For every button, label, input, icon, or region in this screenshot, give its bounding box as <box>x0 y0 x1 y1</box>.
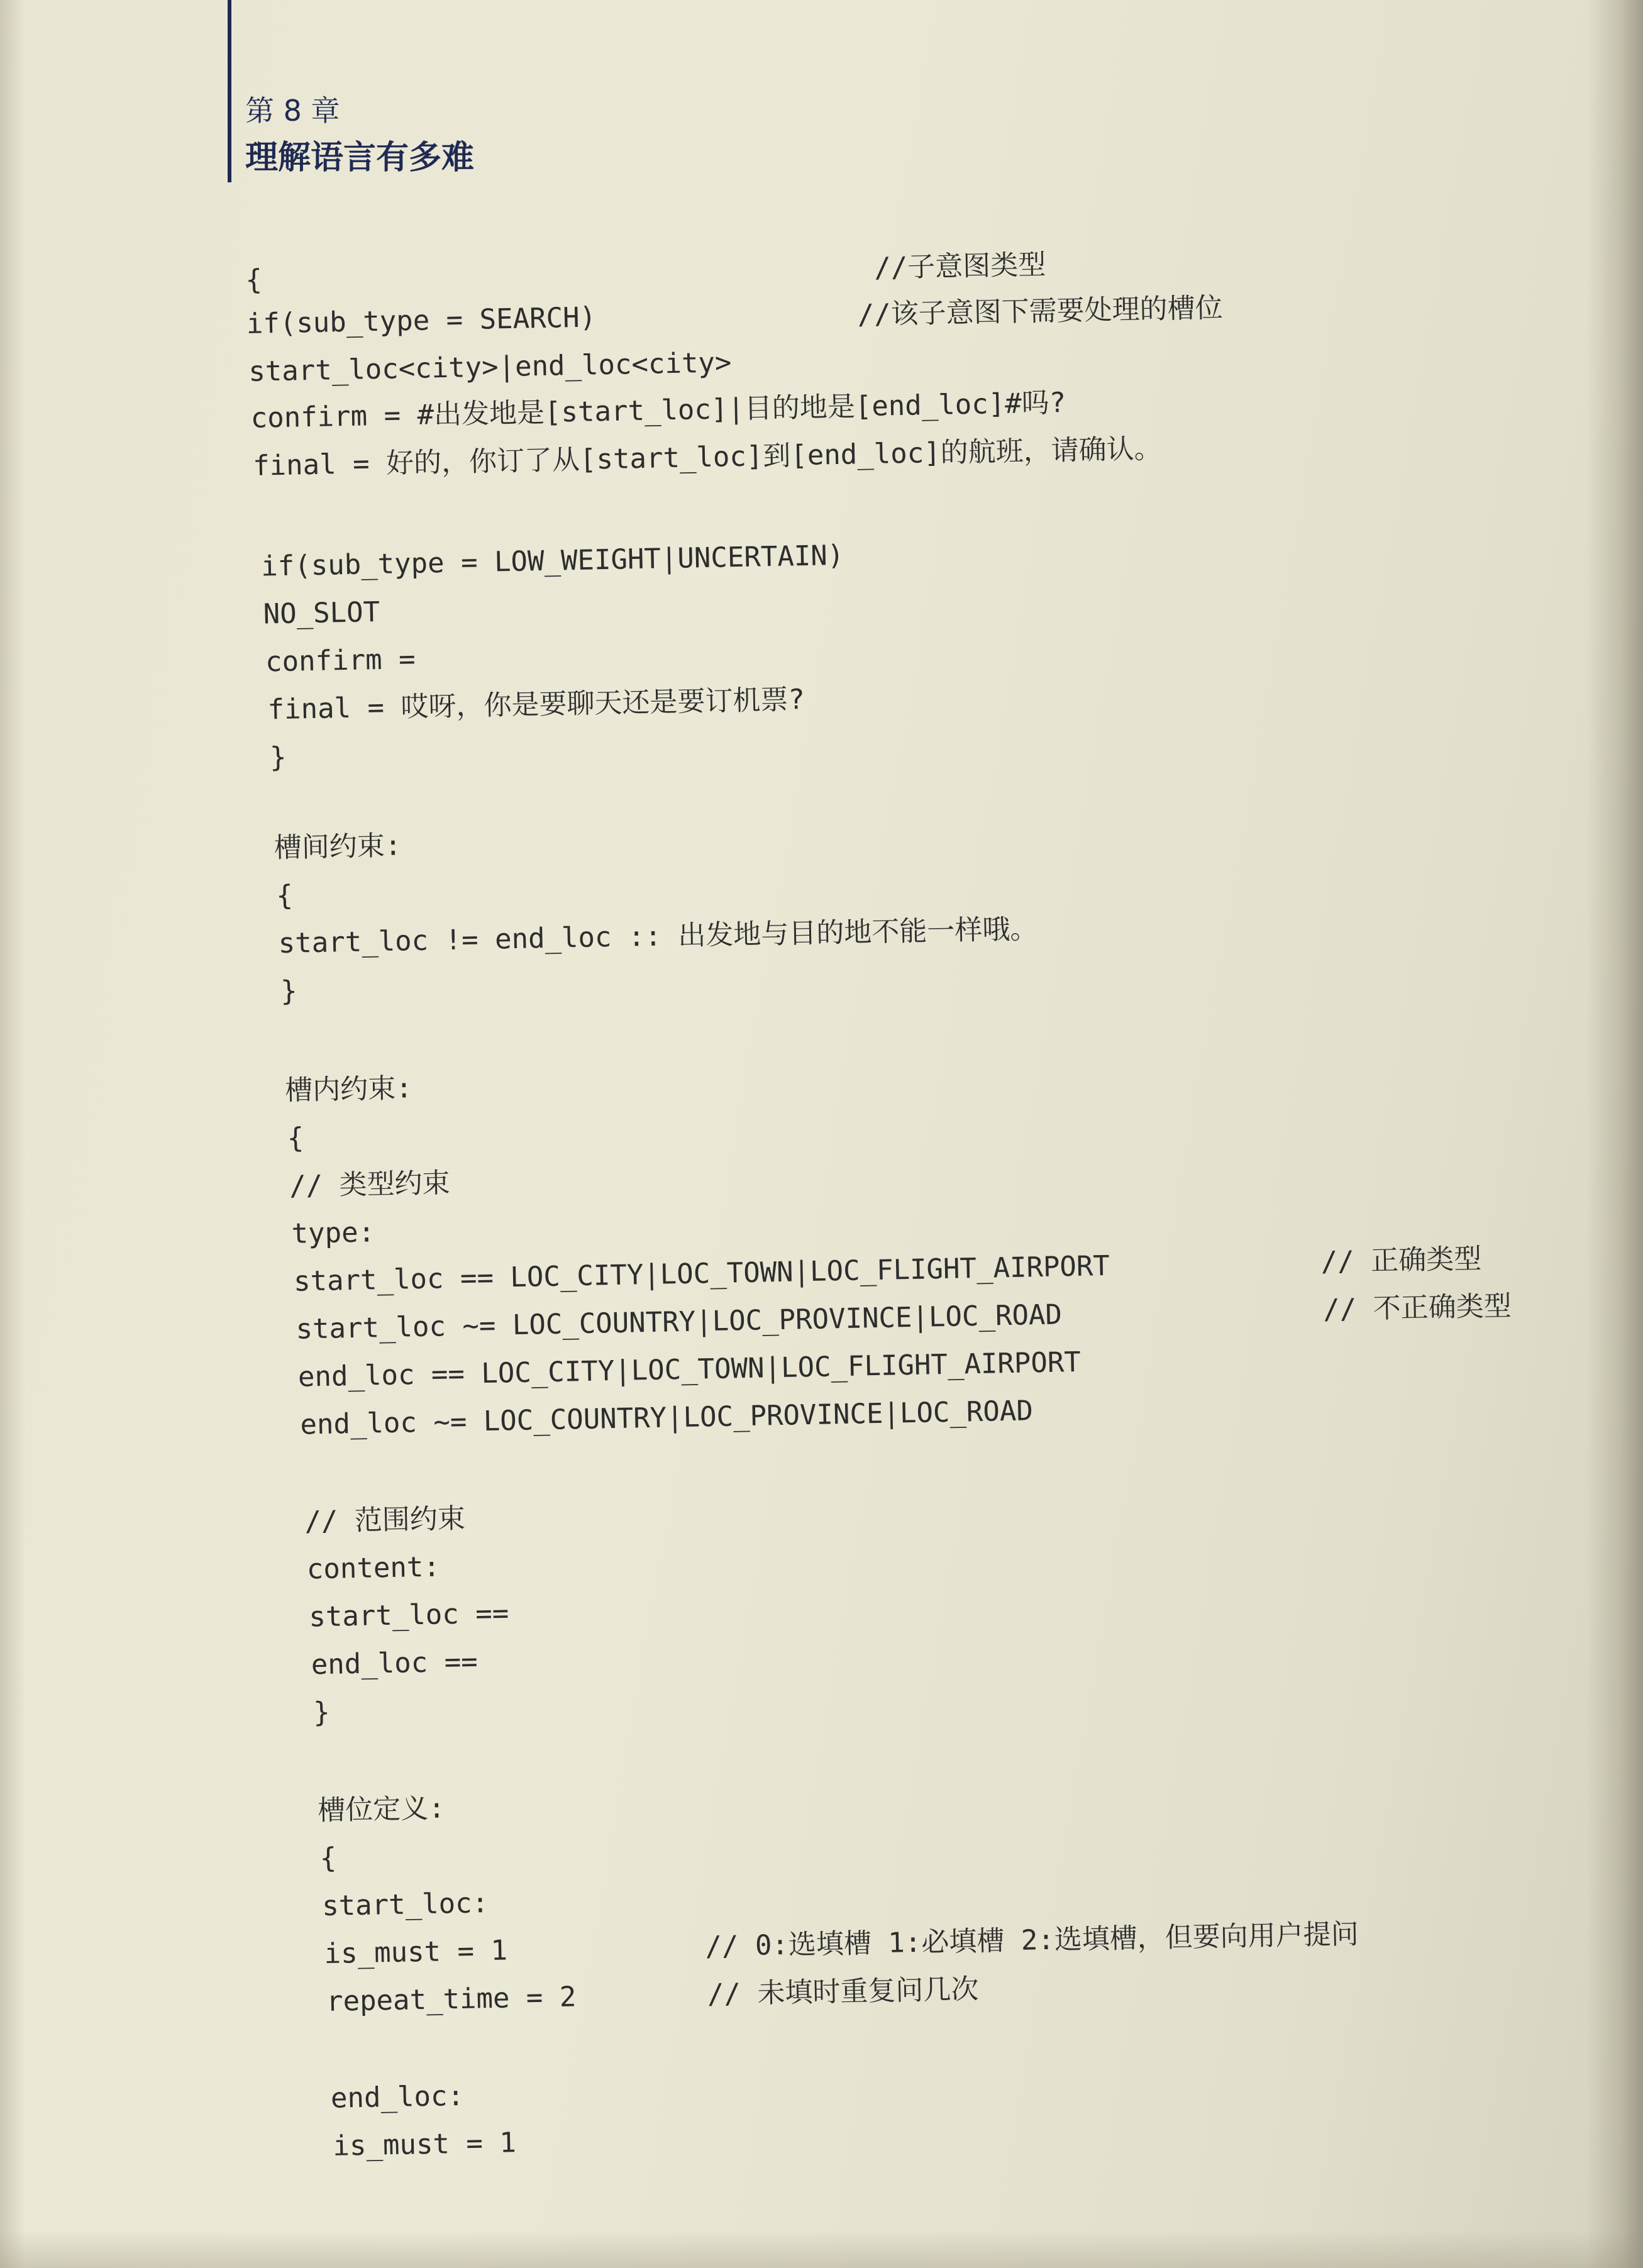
code-line: 槽内约束: <box>284 1072 413 1107</box>
code-comment: //该子意图下需要处理的槽位 <box>857 292 1224 331</box>
code-line: end_loc == LOC_CITY|LOC_TOWN|LOC_FLIGHT_AIRPORT <box>297 1346 1082 1393</box>
code-line: if(sub_type = LOW_WEIGHT|UNCERTAIN) <box>260 539 844 583</box>
code-comment: // 0:选填槽 1:必填槽 2:选填槽，但要向用户提问 <box>705 1918 1359 1963</box>
code-listing <box>245 239 1566 2162</box>
code-line: start_loc == LOC_CITY|LOC_TOWN|LOC_FLIGHT_AIRPORT <box>293 1249 1110 1298</box>
code-line: start_loc ~= LOC_COUNTRY|LOC_PROVINCE|LOC_ROAD <box>296 1298 1063 1346</box>
code-line: NO_SLOT <box>263 595 380 631</box>
code-line: } <box>280 975 298 1008</box>
code-line: // 范围约束 <box>304 1502 466 1538</box>
code-line: confirm = #出发地是[start_loc]|目的地是[end_loc]#吗? <box>250 386 1066 434</box>
code-line: start_loc == <box>308 1597 509 1634</box>
code-line: is_must = 1 <box>324 1934 508 1971</box>
code-line: start_loc: <box>321 1887 489 1923</box>
code-line: { <box>245 263 263 296</box>
code-line: repeat_time = 2 <box>326 1981 577 2018</box>
code-line: final = 哎呀，你是要聊天还是要订机票? <box>267 683 805 726</box>
code-line: end_loc ~= LOC_COUNTRY|LOC_PROVINCE|LOC_ROAD <box>299 1395 1034 1441</box>
code-line: type: <box>291 1216 375 1250</box>
code-line: } <box>269 741 287 774</box>
chapter-header-bar <box>228 0 231 182</box>
code-line: { <box>319 1842 337 1875</box>
code-line: is_must = 1 <box>333 2127 517 2162</box>
code-line: content: <box>306 1551 441 1586</box>
code-line: { <box>287 1122 304 1154</box>
chapter-number: 第 8 章 <box>245 94 340 128</box>
code-line: // 类型约束 <box>289 1167 451 1202</box>
code-line: confirm = <box>265 643 416 678</box>
code-comment: //子意图类型 <box>873 248 1046 284</box>
code-line: start_loc != end_loc :: 出发地与目的地不能一样哦。 <box>278 913 1038 960</box>
code-comment: // 未填时重复问几次 <box>707 1973 979 2011</box>
code-comment: // 正确类型 <box>1320 1242 1482 1278</box>
page-bottom-shadow <box>0 2230 1643 2268</box>
code-comment: // 不正确类型 <box>1322 1290 1512 1326</box>
code-line: final = 好的，你订了从[start_loc]到[end_loc]的航班，请确认。 <box>252 433 1163 482</box>
code-line: { <box>275 879 294 912</box>
code-line: 槽位定义: <box>317 1792 446 1827</box>
code-line: 槽间约束: <box>274 829 402 865</box>
page-gutter-shadow <box>1586 0 1643 2268</box>
code-line: } <box>313 1696 331 1729</box>
code-line: end_loc: <box>330 2079 465 2115</box>
code-line: start_loc<city>|end_loc<city> <box>248 346 732 388</box>
code-line: if(sub_type = SEARCH) <box>246 301 597 340</box>
page-left-edge <box>0 0 25 2268</box>
code-line: end_loc == <box>311 1646 479 1681</box>
chapter-title: 理解语言有多难 <box>245 139 475 177</box>
